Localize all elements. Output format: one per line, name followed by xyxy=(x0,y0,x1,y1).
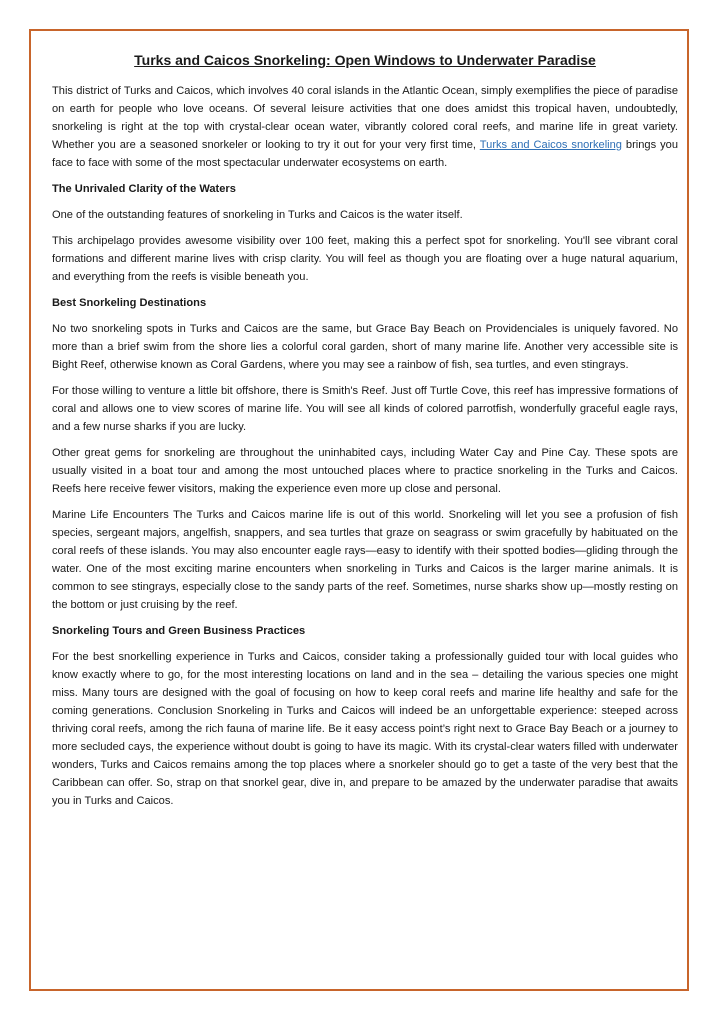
document-title: Turks and Caicos Snorkeling: Open Windows to Underwater Paradise xyxy=(134,52,596,68)
turks-caicos-snorkeling-link[interactable]: Turks and Caicos snorkeling xyxy=(479,139,622,151)
document-body xyxy=(52,50,678,818)
paragraph: Other great gems for snorkeling are throughout the uninhabited cays, including Water Cay and Pine Cay. These spots are usually visited in a boat tour and among the most untouched places where to practice snorkeling in the Turks and Caicos. Reefs here receive fewer visitors, making the experience even more up close and personal. xyxy=(52,447,678,495)
paragraph: For the best snorkelling experience in Turks and Caicos, consider taking a professionally guided tour with local guides who know exactly where to go, for the most interesting locations on land and in the sea – detailing the various species one might miss. Many tours are designed with the goal of focusing on how to keep coral reefs and marine life healthy and safe for the coming generations. Conclusion Snorkeling in Turks and Caicos will indeed be an unforgettable experience: steeped across thriving coral reefs, among the rich fauna of marine life. Be it easy access point’s right next to Grace Bay Beach or a journey to more secluded cays, the experience without doubt is going to have its magic. With its crystal-clear waters filled with underwater wonders, Turks and Caicos remains among the top places where a snorkeler should go to get a taste of the very best that the Caribbean can offer. So, strap on that snorkel gear, dive in, and prepare to be amazed by the underwater paradise that awaits you in Turks and Caicos. xyxy=(52,651,678,807)
intro-paragraph xyxy=(52,82,678,172)
paragraph: This archipelago provides awesome visibility over 100 feet, making this a perfect spot for snorkeling. You'll see vibrant coral formations and different marine lives with crisp clarity. You will feel as though you are floating over a huge natural aquarium, and everything from the reefs is visible beneath you. xyxy=(52,235,678,283)
intro-text-before: This district of Turks and Caicos, which involves 40 coral islands in the Atlantic Ocean, simply exemplifies the piece of paradise on earth for people who love oceans. Of several leisure activities that one does amidst this tropical haven, undoubtedly, snorkeling is right at the top with crystal-clear ocean water, vibrantly colored coral reefs, and marine life in great variety. Whether you are a seasoned snorkeler or looking to try it out for your very first time, xyxy=(52,85,678,151)
section-heading-destinations: Best Snorkeling Destinations xyxy=(52,297,207,309)
intro-text-after: brings you face to face with some of the most spectacular underwater ecosystems on earth. xyxy=(52,139,678,169)
paragraph: No two snorkeling spots in Turks and Caicos are the same, but Grace Bay Beach on Providenciales is uniquely favored. No more than a brief swim from the shore lies a colorful coral garden, short of many marine life. Another very accessible site is Bight Reef, otherwise known as Coral Gardens, where you may see a rainbow of fish, sea turtles, and even stingrays. xyxy=(52,323,678,371)
section-heading-tours: Snorkeling Tours and Green Business Practices xyxy=(52,625,306,637)
section-heading-clarity: The Unrivaled Clarity of the Waters xyxy=(52,183,236,195)
paragraph: For those willing to venture a little bit offshore, there is Smith's Reef. Just off Turtle Cove, this reef has impressive formations of coral and allows one to view scores of marine life. You will see all kinds of colored parrotfish, wonderfully graceful eagle rays, and a few nurse sharks if you are lucky. xyxy=(52,385,678,433)
paragraph: Marine Life Encounters The Turks and Caicos marine life is out of this world. Snorkeling will let you see a profusion of fish species, sergeant majors, angelfish, snappers, and sea turtles that graze on seagrass or swim gracefully by habituated on the coral reefs of these islands. You may also encounter eagle rays—easy to identify with their spotted bodies—gliding through the water. One of the most exciting marine encounters when snorkeling in Turks and Caicos is the larger marine animals. It is common to see stingrays, especially close to the sandy parts of the reef. Sometimes, nurse sharks show up—mostly resting on the bottom or just cruising by the reef. xyxy=(52,509,678,611)
paragraph: One of the outstanding features of snorkeling in Turks and Caicos is the water itself. xyxy=(52,209,463,221)
